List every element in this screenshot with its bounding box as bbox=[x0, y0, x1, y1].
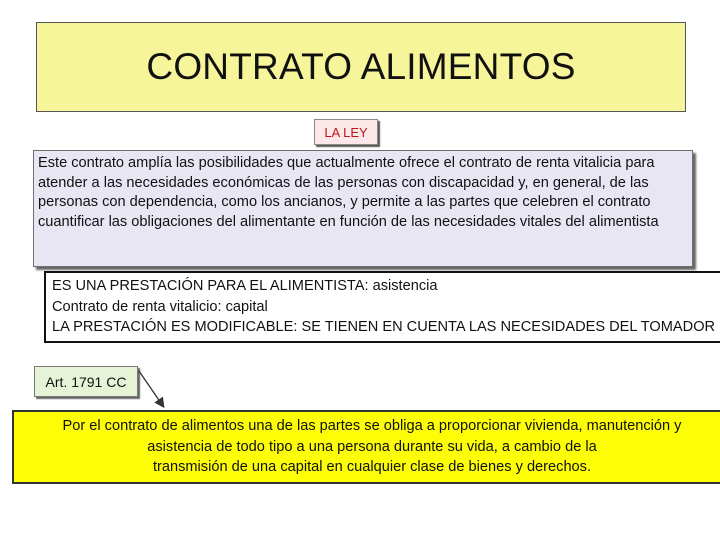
title-box bbox=[36, 22, 686, 112]
prestation-line-3: LA PRESTACIÓN ES MODIFICABLE: SE TIENEN EN CUENTA LAS NECESIDADES DEL TOMADOR bbox=[52, 319, 716, 335]
definition-line-1: Por el contrato de alimentos una de las partes se obliga a proporcionar vivienda, manutención y bbox=[62, 418, 682, 434]
prestation-line-2: Contrato de renta vitalicio: capital bbox=[52, 298, 268, 315]
arrow-line bbox=[139, 371, 163, 406]
law-label: LA LEY bbox=[324, 124, 368, 140]
page-title: CONTRATO ALIMENTOS bbox=[146, 46, 576, 87]
law-label-box bbox=[314, 119, 378, 145]
definition-line-2: asistencia de todo tipo a una persona durante su vida, a cambio de la bbox=[147, 438, 597, 455]
definition-box bbox=[12, 410, 720, 484]
article-box bbox=[34, 366, 138, 397]
description-box bbox=[33, 150, 693, 267]
prestation-box bbox=[44, 271, 720, 343]
description-text: Este contrato amplía las posibilidades que actualmente ofrece el contrato de renta vitalicia para atender a las necesidades económicas de las personas con discapacidad y, en general, de las personas con dependencia, como los ancianos, y permite a las partes que celebren el contrato cuantificar las obligaciones del alimentante en función de las necesidades vitales del alimentista bbox=[38, 155, 659, 230]
article-label: Art. 1791 CC bbox=[45, 373, 127, 390]
definition-line-3: transmisión de una capital en cualquier clase de bienes y derechos. bbox=[152, 459, 592, 475]
prestation-line-1: ES UNA PRESTACIÓN PARA EL ALIMENTISTA: asistencia bbox=[52, 278, 438, 294]
